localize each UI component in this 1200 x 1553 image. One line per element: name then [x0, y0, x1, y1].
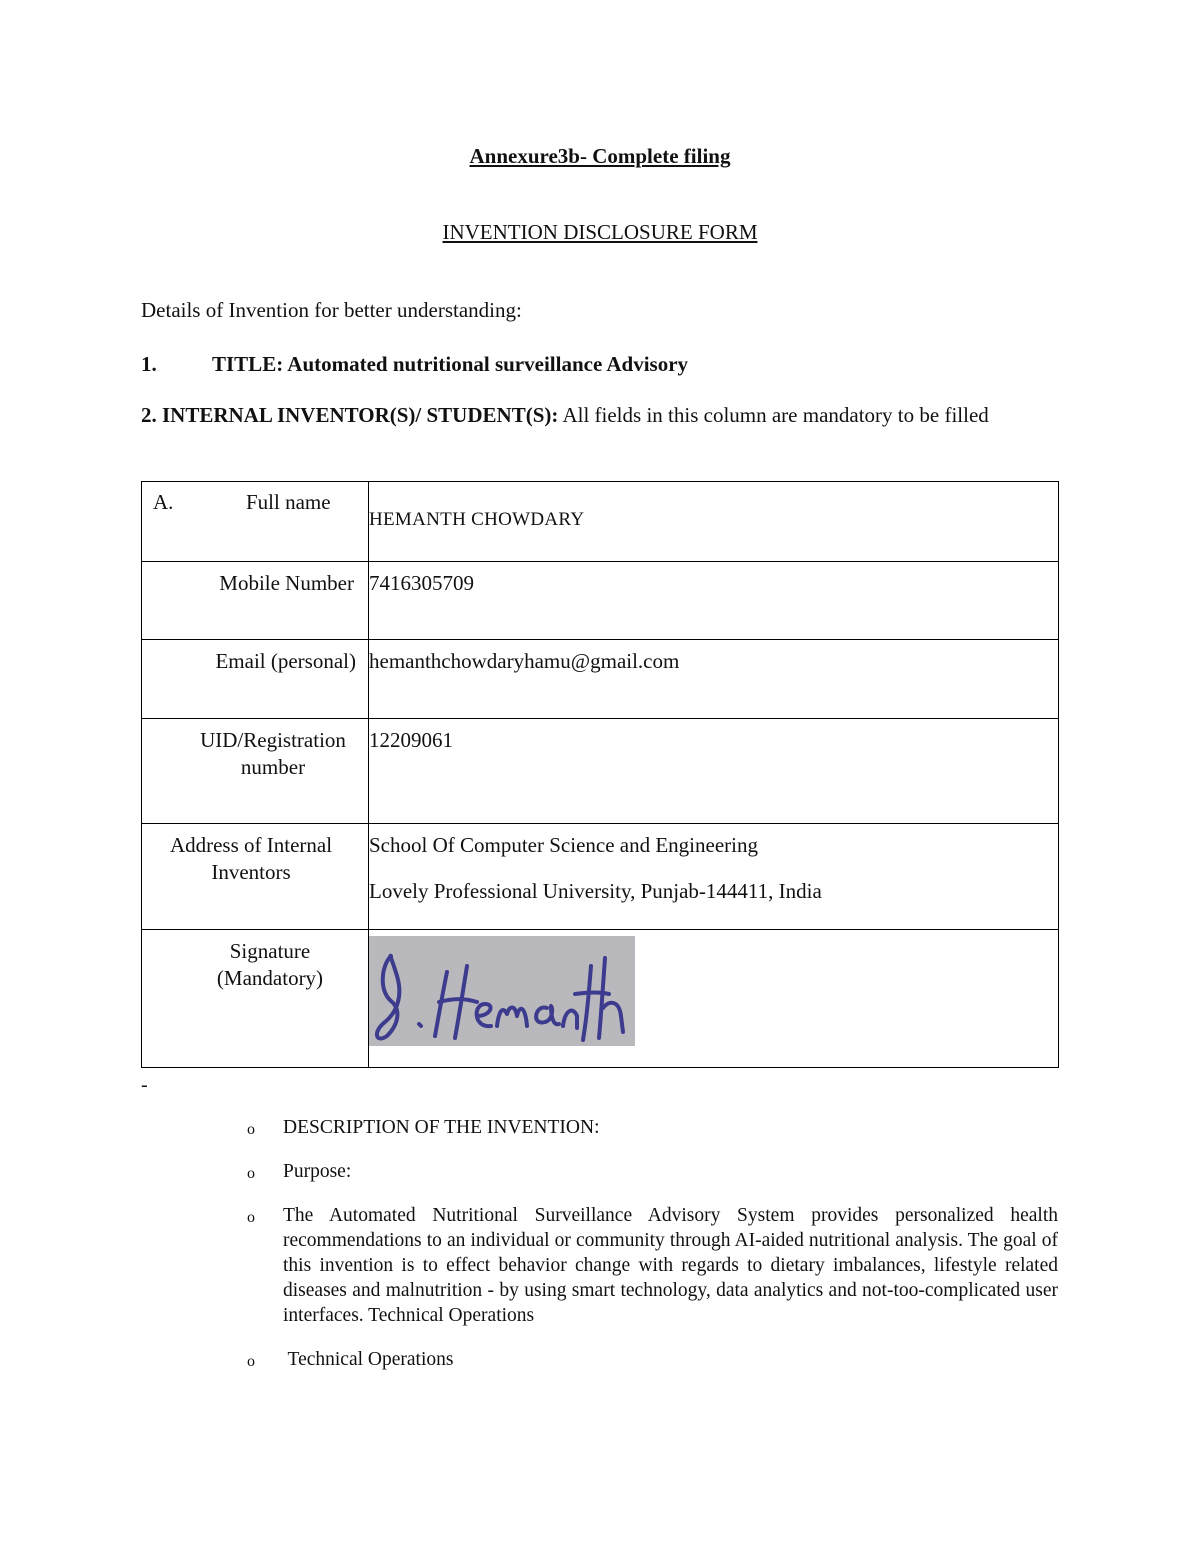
uid-label-cell [142, 719, 369, 824]
full-name-label-cell [142, 482, 369, 562]
table-row [142, 930, 1059, 1068]
signature-image [369, 936, 635, 1046]
bullet-marker: o [247, 1209, 255, 1226]
inventors-note: All fields in this column are mandatory to be filled [562, 403, 989, 427]
bullet-marker: o [247, 1121, 255, 1138]
technical-operations-heading: Technical Operations [283, 1349, 454, 1370]
email-label-cell [142, 640, 369, 719]
signature-label: Signature (Mandatory) [216, 939, 324, 990]
mobile-label-cell [142, 562, 369, 640]
full-name-value: HEMANTH CHOWDARY [369, 509, 585, 530]
table-row [142, 482, 1059, 562]
description-list [244, 1115, 1058, 1391]
list-item [244, 1115, 1058, 1140]
intro-text: Details of Invention for better understanding: [141, 298, 522, 322]
address-line-1: School Of Computer Science and Engineering [369, 833, 758, 857]
bullet-marker: o [247, 1353, 255, 1370]
full-name-cell [369, 482, 1059, 562]
section-number: 1. [141, 352, 157, 376]
separator-dash: - [141, 1074, 148, 1096]
uid-label: UID/Registration number [200, 728, 346, 779]
mobile-value: 7416305709 [369, 571, 474, 595]
mobile-label: Mobile Number [219, 571, 354, 595]
table-row [142, 824, 1059, 930]
mobile-cell [369, 562, 1059, 640]
purpose-paragraph: The Automated Nutritional Surveillance Advisory System provides personalized health recommendations to an individual or community through AI-aided nutritional analysis. The goal of this invention is to effect behavior change with regards to dietary imbalances, lifestyle related diseases and malnutrition - by using smart technology, data analytics and not-too-complicated user interfaces. Technical Operations [283, 1205, 1058, 1326]
address-cell [369, 824, 1059, 930]
email-label: Email (personal) [215, 649, 356, 673]
description-heading: DESCRIPTION OF THE INVENTION: [283, 1117, 600, 1138]
table-row [142, 640, 1059, 719]
signature-cell [369, 930, 1059, 1068]
uid-value: 12209061 [369, 728, 453, 752]
purpose-heading: Purpose: [283, 1161, 352, 1182]
list-item [244, 1347, 1058, 1372]
bullet-marker: o [247, 1165, 255, 1182]
inventor-table [141, 481, 1059, 1068]
list-item [244, 1159, 1058, 1184]
list-item [244, 1203, 1058, 1328]
email-value: hemanthchowdaryhamu@gmail.com [369, 649, 680, 673]
address-label: Address of Internal Inventors [169, 833, 333, 884]
table-row [142, 719, 1059, 824]
table-row [142, 562, 1059, 640]
annexure-heading: Annexure3b- Complete filing [469, 144, 731, 168]
email-cell [369, 640, 1059, 719]
row-letter: A. [153, 490, 174, 514]
address-label-cell [142, 824, 369, 930]
signature-drawing [369, 936, 635, 1046]
address-line-2: Lovely Professional University, Punjab-144411, India [369, 879, 822, 903]
full-name-label: Full name [246, 490, 331, 514]
section-inventors-heading [141, 400, 1061, 430]
signature-label-cell [142, 930, 369, 1068]
form-title: INVENTION DISCLOSURE FORM [442, 220, 758, 244]
inventors-heading: 2. INTERNAL INVENTOR(S)/ STUDENT(S): [141, 403, 559, 427]
uid-cell [369, 719, 1059, 824]
invention-title: TITLE: Automated nutritional surveillance Advisory [212, 352, 689, 376]
